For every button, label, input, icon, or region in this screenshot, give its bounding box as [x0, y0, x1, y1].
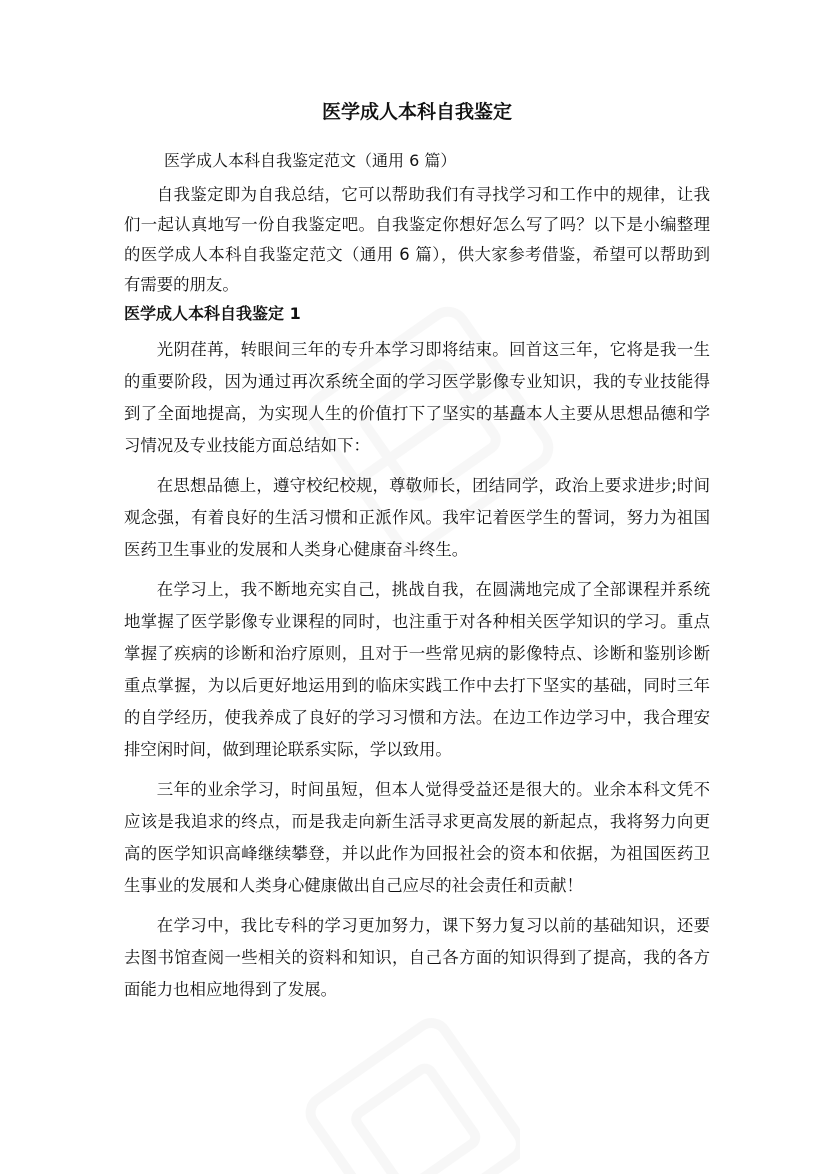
document-title: 医学成人本科自我鉴定 [321, 101, 512, 123]
body-paragraph: 在思想品德上，遵守校纪校规，尊敬师长，团结同学，政治上要求进步;时间观念强，有着良好的生活习惯和正派作风。我牢记着医学生的誓词，努力为祖国医药卫生事业的发展和人类身心健康奋斗终生。 [124, 476, 710, 559]
body-paragraph: 三年的业余学习，时间虽短，但本人觉得受益还是很大的。业余本科文凭不应该是我追求的终点，而是我走向新生活寻求更高发展的新起点，我将努力向更高的医学知识高峰继续攀登，并以此作为回报社会的资本和依据，为祖国医药卫生事业的发展和人类身心健康做出自己应尽的社会责任和贡献！ [124, 780, 710, 895]
body-paragraph: 光阴荏苒，转眼间三年的专升本学习即将结束。回首这三年，它将是我一生的重要阶段，因为通过再次系统全面的学习医学影像专业知识，我的专业技能得到了全面地提高，为实现人生的价值打下了坚实的基矗本人主要从思想品德和学习情况及专业技能方面总结如下： [124, 340, 710, 455]
document-subtitle: 医学成人本科自我鉴定范文（通用 6 篇） [164, 151, 457, 170]
intro-paragraph: 自我鉴定即为自我总结，它可以帮助我们有寻找学习和工作中的规律，让我们一起认真地写一份自我鉴定吧。自我鉴定你想好怎么写了吗？以下是小编整理的医学成人本科自我鉴定范文（通用 6 篇），供大家参考借鉴，希望可以帮助到有需要的朋友。 [124, 185, 710, 294]
section-heading: 医学成人本科自我鉴定 1 [124, 304, 301, 323]
document-body [124, 96, 710, 1014]
body-paragraph: 在学习中，我比专科的学习更加努力，课下努力复习以前的基础知识，还要去图书馆查阅一些相关的资料和知识，自己各方面的知识得到了提高，我的各方面能力也相应地得到了发展。 [124, 916, 710, 999]
body-paragraph: 在学习上，我不断地充实自己，挑战自我，在圆满地完成了全部课程并系统地掌握了医学影像专业课程的同时，也注重于对各种相关医学知识的学习。重点掌握了疾病的诊断和治疗原则，且对于一些常见病的影像特点、诊断和鉴别诊断重点掌握，为以后更好地运用到的临床实践工作中去打下坚实的基础，同时三年的自学经历，使我养成了良好的学习习惯和方法。在边工作边学习中，我合理安排空闲时间，做到理论联系实际，学以致用。 [124, 580, 710, 759]
watermark-seal-icon [300, 1010, 520, 1174]
